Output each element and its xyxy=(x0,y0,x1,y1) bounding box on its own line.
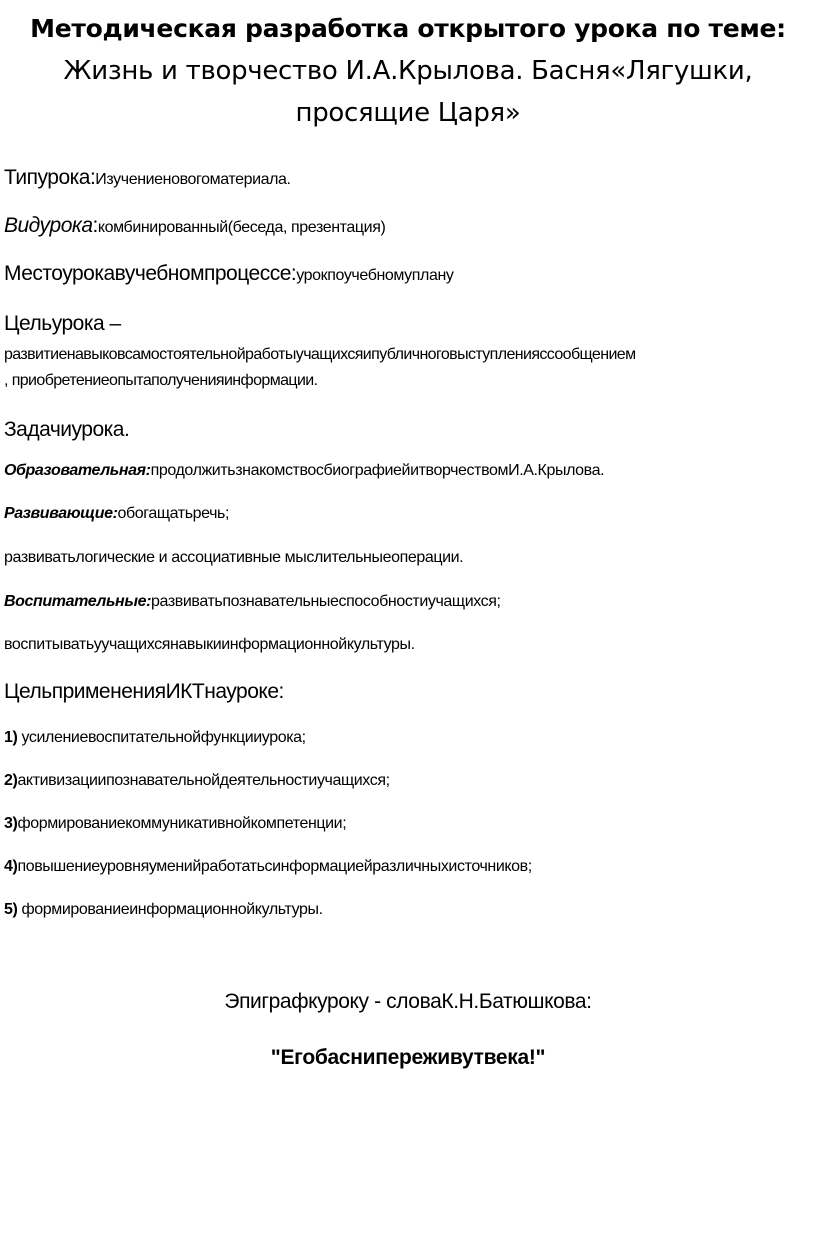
task-educational-value: продолжитьзнакомствосбиографиейитворчествомИ.А.Крылова. xyxy=(150,462,605,479)
ict-item-number: 5) xyxy=(4,901,18,918)
tasks-heading xyxy=(4,418,812,442)
ict-item xyxy=(4,815,812,833)
lesson-goal-line-1: развитиенавыковсамостоятельнойработыучащихсяипубличноговыступленияссообщением xyxy=(4,346,636,363)
lesson-type-value: Изучениеновогоматериала. xyxy=(95,171,291,188)
ict-item-text: усилениевоспитательнойфункцииурока; xyxy=(17,729,306,746)
title-line-2: Жизнь и творчество И.А.Крылова. Басня«Лягушки, xyxy=(63,56,753,86)
task-educational-label: Образовательная: xyxy=(4,462,151,479)
tasks-heading-text: Задачиурока. xyxy=(4,418,130,441)
task-educational xyxy=(4,462,812,480)
task-upbringing-value-2: воспитыватьуучащихсянавыкиинформационнойкультуры. xyxy=(4,636,415,653)
ict-item-number: 3) xyxy=(4,815,18,832)
task-developing xyxy=(4,505,812,523)
task-developing-value: обогащатьречь; xyxy=(117,505,230,522)
ict-item-text: формированиеинформационнойкультуры. xyxy=(17,901,323,918)
task-developing-line-2 xyxy=(4,549,812,567)
lesson-kind-label: Видурока xyxy=(4,214,93,237)
ict-item xyxy=(4,772,812,790)
document-title xyxy=(0,8,816,134)
lesson-kind-value: комбинированный(беседа, презентация) xyxy=(97,219,386,236)
lesson-kind-colon: : xyxy=(92,214,98,237)
ict-item xyxy=(4,901,812,919)
ict-item-number: 2) xyxy=(4,772,18,789)
ict-heading-text: ЦельпримененияИКТнауроке: xyxy=(4,680,284,703)
lesson-type xyxy=(4,166,812,190)
epigraph: Эпиграфкуроку - словаК.Н.Батюшкова: xyxy=(224,990,592,1013)
lesson-place-value: урокпоучебномуплану xyxy=(296,267,454,284)
lesson-place xyxy=(4,262,812,286)
title-line-1: Методическая разработка открытого урока по теме: xyxy=(30,14,786,43)
task-upbringing-value: развиватьпознавательныеспособностиучащихся; xyxy=(151,593,501,610)
ict-item-text: повышениеуровняуменийработатьсинформациейразличныхисточников; xyxy=(17,858,532,875)
ict-item-number: 4) xyxy=(4,858,18,875)
task-upbringing-line-2 xyxy=(4,636,812,654)
task-developing-label: Развивающие: xyxy=(4,505,118,522)
lesson-kind xyxy=(4,214,812,238)
lesson-type-label: Типурока: xyxy=(4,166,96,189)
ict-item xyxy=(4,729,812,747)
title-line-3: просящие Царя» xyxy=(295,98,521,128)
lesson-place-label: Местоурокавучебномпроцессе: xyxy=(4,262,297,285)
ict-heading xyxy=(4,680,812,704)
lesson-goal-heading xyxy=(4,312,812,336)
task-upbringing-label: Воспитательные: xyxy=(4,593,152,610)
lesson-goal-line-2: , приобретениеопытаполученияинформации. xyxy=(4,372,318,389)
epigraph-quote: "Егобаснипереживутвека!" xyxy=(270,1046,546,1069)
ict-item-text: активизациипознавательнойдеятельностиучащихся; xyxy=(17,772,390,789)
ict-item-text: формированиекоммуникативнойкомпетенции; xyxy=(17,815,347,832)
task-developing-value-2: развиватьлогические и ассоциативные мыслительныеоперации. xyxy=(4,549,464,566)
ict-item-number: 1) xyxy=(4,729,18,746)
ict-item xyxy=(4,858,812,876)
task-upbringing xyxy=(4,593,812,611)
lesson-goal-label: Цельурока – xyxy=(4,312,121,335)
